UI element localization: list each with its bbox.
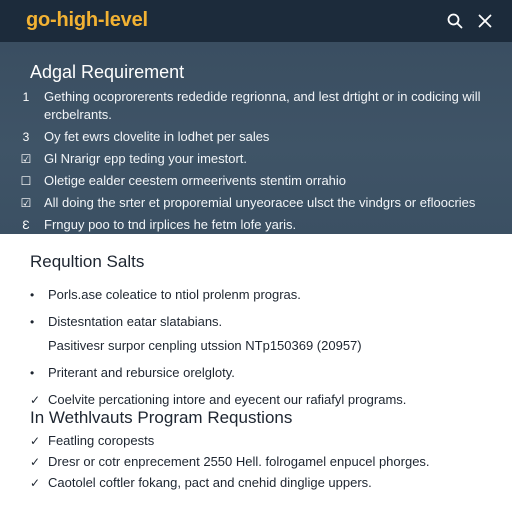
list-item: [30, 474, 490, 492]
list-item: [30, 286, 490, 304]
list-item-text: Featling coropests: [48, 433, 155, 448]
list-marker: 1: [22, 90, 30, 104]
list-item-text: Coelvite percationing intore and eyecent our rafiafyl programs.: [48, 392, 407, 407]
check-list: [30, 432, 490, 492]
hero-list-item: [18, 216, 498, 234]
hero-list: [18, 88, 498, 238]
bullet-icon: •: [30, 288, 35, 302]
list-item-text: Dresr or cotr enprecement 2550 Hell. folrogamel enpucel phorges.: [48, 454, 430, 469]
program-requstions-section: [30, 408, 490, 495]
top-bar: [0, 0, 512, 42]
check-icon: ✓: [30, 393, 41, 407]
requirement-salts-section: [30, 252, 490, 418]
bullet-icon: •: [30, 315, 35, 329]
brand-logo[interactable]: go-high-level: [26, 9, 148, 31]
list-item-text: Caotolel coftler fokang, pact and cnehid dinglige uppers.: [48, 475, 372, 490]
list-item: [30, 391, 490, 409]
list-item-text: Priterant and rebursice orelgloty.: [48, 365, 235, 380]
section-title: Requltion Salts: [30, 252, 145, 271]
requirements-hero: [0, 42, 512, 234]
bullet-icon: •: [30, 366, 35, 380]
hero-item-text: Frnguy poo to tnd irplices he fetm lofe yaris.: [44, 217, 297, 232]
check-icon: ✓: [30, 434, 41, 448]
hero-list-item: [18, 128, 498, 146]
hero-item-text: Gething ocoprorerents rededide regrionna, and lest drtight or in codicing will ercbelrants.: [44, 89, 481, 122]
hero-item-text: Oy fet ewrs clovelite in lodhet per sales: [44, 129, 270, 144]
list-item: [30, 313, 490, 355]
search-icon[interactable]: [444, 10, 466, 32]
checkbox-icon[interactable]: ☐: [20, 174, 32, 188]
check-icon: ✓: [30, 476, 41, 490]
hero-title: Adgal Requirement: [30, 62, 185, 82]
checkbox-icon[interactable]: ☑: [20, 196, 32, 210]
list-item-subtext: Pasitivesr surpor cenpling utssion NTp150369 (20957): [48, 338, 362, 353]
checkbox-icon[interactable]: ☑: [20, 152, 32, 166]
hero-list-item[interactable]: [18, 150, 498, 168]
bullet-list: [30, 286, 490, 409]
list-item-text: Distesntation eatar slatabians.: [48, 314, 223, 329]
list-item: [30, 364, 490, 382]
list-item: [30, 432, 490, 450]
hero-item-text: Oletige ealder ceestem ormeerivents stentim orrahio: [44, 173, 347, 188]
list-item: [30, 453, 490, 471]
list-marker: 3: [22, 130, 30, 144]
hero-list-item[interactable]: [18, 194, 498, 212]
hero-list-item[interactable]: [18, 172, 498, 190]
list-marker: Ɛ: [22, 218, 30, 232]
section-title: In Wethlvauts Program Requstions: [30, 408, 293, 427]
close-icon[interactable]: [474, 10, 496, 32]
hero-list-item: [18, 88, 498, 124]
list-item-text: Porls.ase coleatice to ntiol prolenm progras.: [48, 287, 301, 302]
hero-item-text: Gl Nrarigr epp teding your imestort.: [44, 151, 248, 166]
check-icon: ✓: [30, 455, 41, 469]
hero-item-text: All doing the srter et proporemial unyeoracee ulsct the vindgrs or efloocries: [44, 195, 476, 210]
